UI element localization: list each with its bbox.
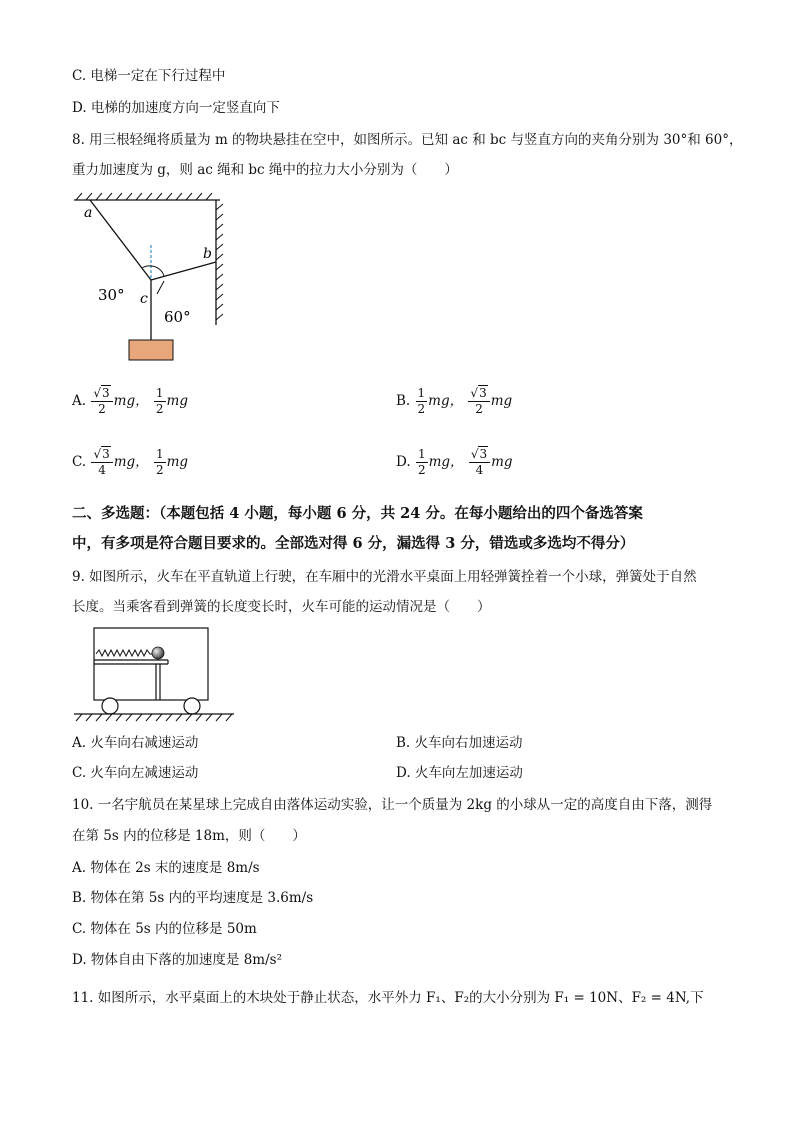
q10-option-d: D. 物体自由下落的加速度是 8m/s² <box>72 952 282 968</box>
label-a: a <box>84 205 93 221</box>
q10-stem-line1: 10. 一名宇航员在某星球上完成自由落体运动实验，让一个质量为 2kg 的小球从一定的高度自由下落，测得 <box>72 797 713 813</box>
section2-heading-line2: 中，有多项是符合题目要求的。全部选对得 6 分，漏选得 3 分，错选或多选均不得分） <box>72 535 635 552</box>
label-b: b <box>203 246 212 262</box>
q9-stem-line1: 9. 如图所示，火车在平直轨道上行驶，在车厢中的光滑水平桌面上用轻弹簧拴着一个小球，弹簧处于自然 <box>72 569 697 585</box>
q8-stem-line1: 8. 用三根轻绳将质量为 m 的物块悬挂在空中，如图所示。已知 ac 和 bc 与竖直方向的夹角分别为 30°和 60°， <box>72 132 743 148</box>
q9-option-b: B. 火车向右加速运动 <box>396 735 523 751</box>
q8-option-a: A. $\frac{√3}{2}$ mg， $\frac{1}{2}$ mg <box>72 386 188 416</box>
q8-option-d: D. $\frac{1}{2}$ mg， $\frac{√3}{4}$ mg <box>396 447 513 477</box>
q9-figure <box>72 626 242 724</box>
q9-option-a: A. 火车向右减速运动 <box>72 735 199 751</box>
q10-stem-line2: 在第 5s 内的位移是 18m，则（ ） <box>72 828 306 844</box>
q9-option-d: D. 火车向左加速运动 <box>396 765 523 781</box>
q10-option-c: C. 物体在 5s 内的位移是 50m <box>72 921 257 937</box>
q10-option-a: A. 物体在 2s 末的速度是 8m/s <box>72 860 260 876</box>
ball <box>152 647 164 659</box>
q9-option-c: C. 火车向左减速运动 <box>72 765 199 781</box>
section2-heading-line1: 二、多选题：（本题包括 4 小题，每小题 6 分，共 24 分。在每小题给出的四个备选答案 <box>72 505 643 522</box>
label-c: c <box>140 291 148 307</box>
q10-option-b: B. 物体在第 5s 内的平均速度是 3.6m/s <box>72 890 314 906</box>
hanging-block <box>129 340 173 360</box>
q8-option-b: B. $\frac{1}{2}$ mg， $\frac{√3}{2}$ mg <box>396 386 513 416</box>
angle-60: 60° <box>164 308 191 326</box>
q9-stem-line2: 长度。当乘客看到弹簧的长度变长时，火车可能的运动情况是（ ） <box>72 599 491 615</box>
q8-option-c: C. $\frac{√3}{4}$ mg， $\frac{1}{2}$ mg <box>72 447 189 477</box>
q11-stem-line1: 11. 如图所示，水平桌面上的木块处于静止状态，水平外力 F₁、F₂的大小分别为 F₁ = 10N、F₂ = 4N,下 <box>72 990 704 1006</box>
angle-30: 30° <box>98 286 125 304</box>
q7-option-c: C. 电梯一定在下行过程中 <box>72 68 226 84</box>
q7-option-d: D. 电梯的加速度方向一定竖直向下 <box>72 100 280 116</box>
rope-ac <box>90 200 151 280</box>
q8-stem-line2: 重力加速度为 g，则 ac 绳和 bc 绳中的拉力大小分别为（ ） <box>72 162 458 178</box>
q8-figure <box>72 190 242 365</box>
